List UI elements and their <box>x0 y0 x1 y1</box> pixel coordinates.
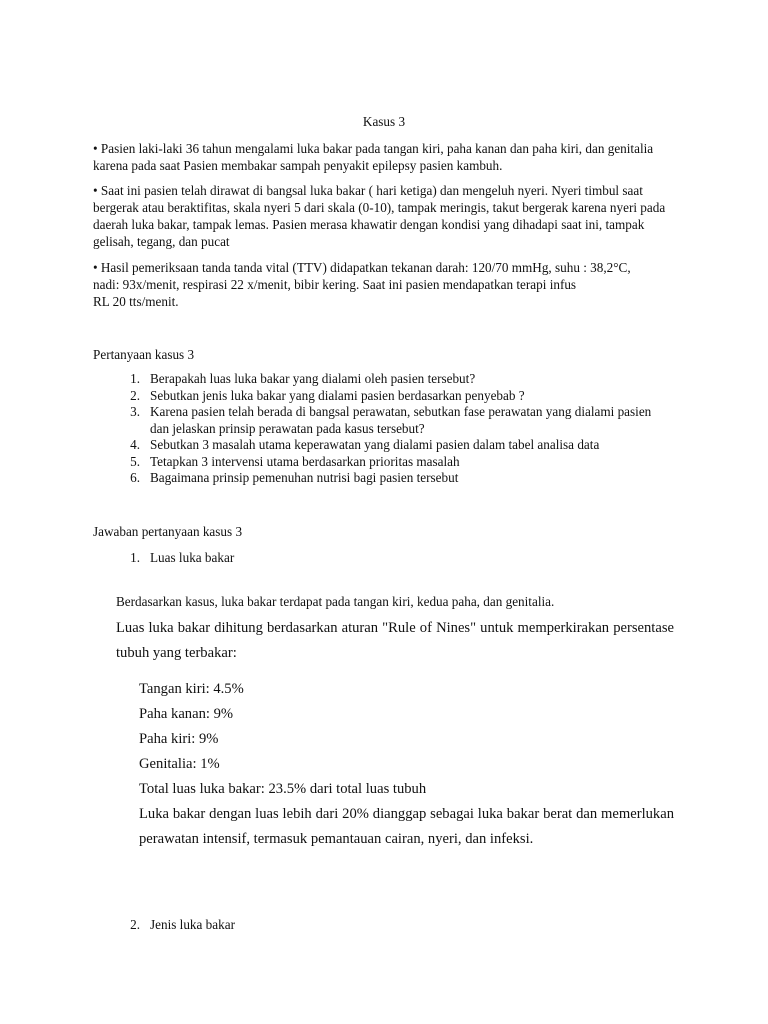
document-title: Kasus 3 <box>362 114 406 129</box>
area-item: Genitalia: 1% <box>139 756 220 772</box>
answer-2-item <box>93 917 678 934</box>
question-item <box>93 454 678 471</box>
answer-1-method: Luas luka bakar dihitung berdasarkan aturan "Rule of Nines" untuk memperkirakan persentase tubuh yang terbakar: <box>116 620 674 661</box>
answer-1-intro: Berdasarkan kasus, luka bakar terdapat pada tangan kiri, kedua paha, dan genitalia. <box>116 594 555 609</box>
case-paragraph-1: • Pasien laki-laki 36 tahun mengalami luka bakar pada tangan kiri, paha kanan dan paha kiri, dan genitalia karena pada saat Pasien membakar sampah penyakit epilepsy pasien kambuh. <box>93 141 654 173</box>
area-item: Paha kiri: 9% <box>139 731 219 747</box>
question-number: 3. <box>130 404 140 419</box>
question-item <box>93 371 678 388</box>
case-paragraph-2: • Saat ini pasien telah dirawat di bangsal luka bakar ( hari ketiga) dan mengeluh nyeri. Nyeri timbul saat bergerak atau beraktifitas, skala nyeri 5 dari skala (0-10), tampak meringis, takut bergerak karena nyeri pada daerah luka bakar, tampak lemas. Pasien merasa khawatir dengan kondisi yang dihadapi saat ini, tampak gelisah, tegang, dan pucat <box>93 183 666 249</box>
question-item <box>93 470 678 487</box>
question-text: Tetapkan 3 intervensi utama berdasarkan prioritas masalah <box>150 453 460 469</box>
question-number: 5. <box>130 453 140 469</box>
question-number: 1. <box>130 371 140 386</box>
area-total: Total luas luka bakar: 23.5% dari total luas tubuh <box>139 781 427 797</box>
question-item <box>93 437 678 454</box>
question-text: Sebutkan 3 masalah utama keperawatan yang dialami pasien dalam tabel analisa data <box>150 437 600 452</box>
answer-number: 2. <box>130 917 140 932</box>
answers-heading: Jawaban pertanyaan kasus 3 <box>93 524 243 539</box>
answer-label: Luas luka bakar <box>150 550 235 565</box>
question-text: Karena pasien telah berada di bangsal perawatan, sebutkan fase perawatan yang dialami pasien dan jelaskan prinsip perawatan pada kasus tersebut? <box>150 404 652 436</box>
question-text: Bagaimana prinsip pemenuhan nutrisi bagi pasien tersebut <box>150 470 459 485</box>
case-paragraph-3-cont: RL 20 tts/menit. <box>93 294 179 309</box>
question-item <box>93 404 678 437</box>
answer-label: Jenis luka bakar <box>150 917 235 932</box>
question-item <box>93 388 678 405</box>
question-number: 4. <box>130 437 140 452</box>
area-item: Tangan kiri: 4.5% <box>139 681 244 697</box>
answer-1-item <box>93 550 678 567</box>
question-number: 6. <box>130 470 140 485</box>
questions-heading: Pertanyaan kasus 3 <box>93 347 195 362</box>
question-text: Berapakah luas luka bakar yang dialami oleh pasien tersebut? <box>150 371 476 386</box>
question-number: 2. <box>130 387 140 403</box>
answer-1-conclusion: Luka bakar dengan luas lebih dari 20% dianggap sebagai luka bakar berat dan memerlukan perawatan intensif, termasuk pemantauan cairan, nyeri, dan infeksi. <box>139 806 674 847</box>
area-item: Paha kanan: 9% <box>139 706 234 722</box>
case-paragraph-3: • Hasil pemeriksaan tanda tanda vital (TTV) didapatkan tekanan darah: 120/70 mmHg, suhu : 38,2°C, nadi: 93x/menit, respirasi 22 x/menit, bibir kering. Saat ini pasien mendapatkan terapi infus <box>93 260 631 292</box>
question-text: Sebutkan jenis luka bakar yang dialami pasien berdasarkan penyebab ? <box>150 387 525 403</box>
questions-list <box>93 371 678 487</box>
answer-number: 1. <box>130 550 140 565</box>
